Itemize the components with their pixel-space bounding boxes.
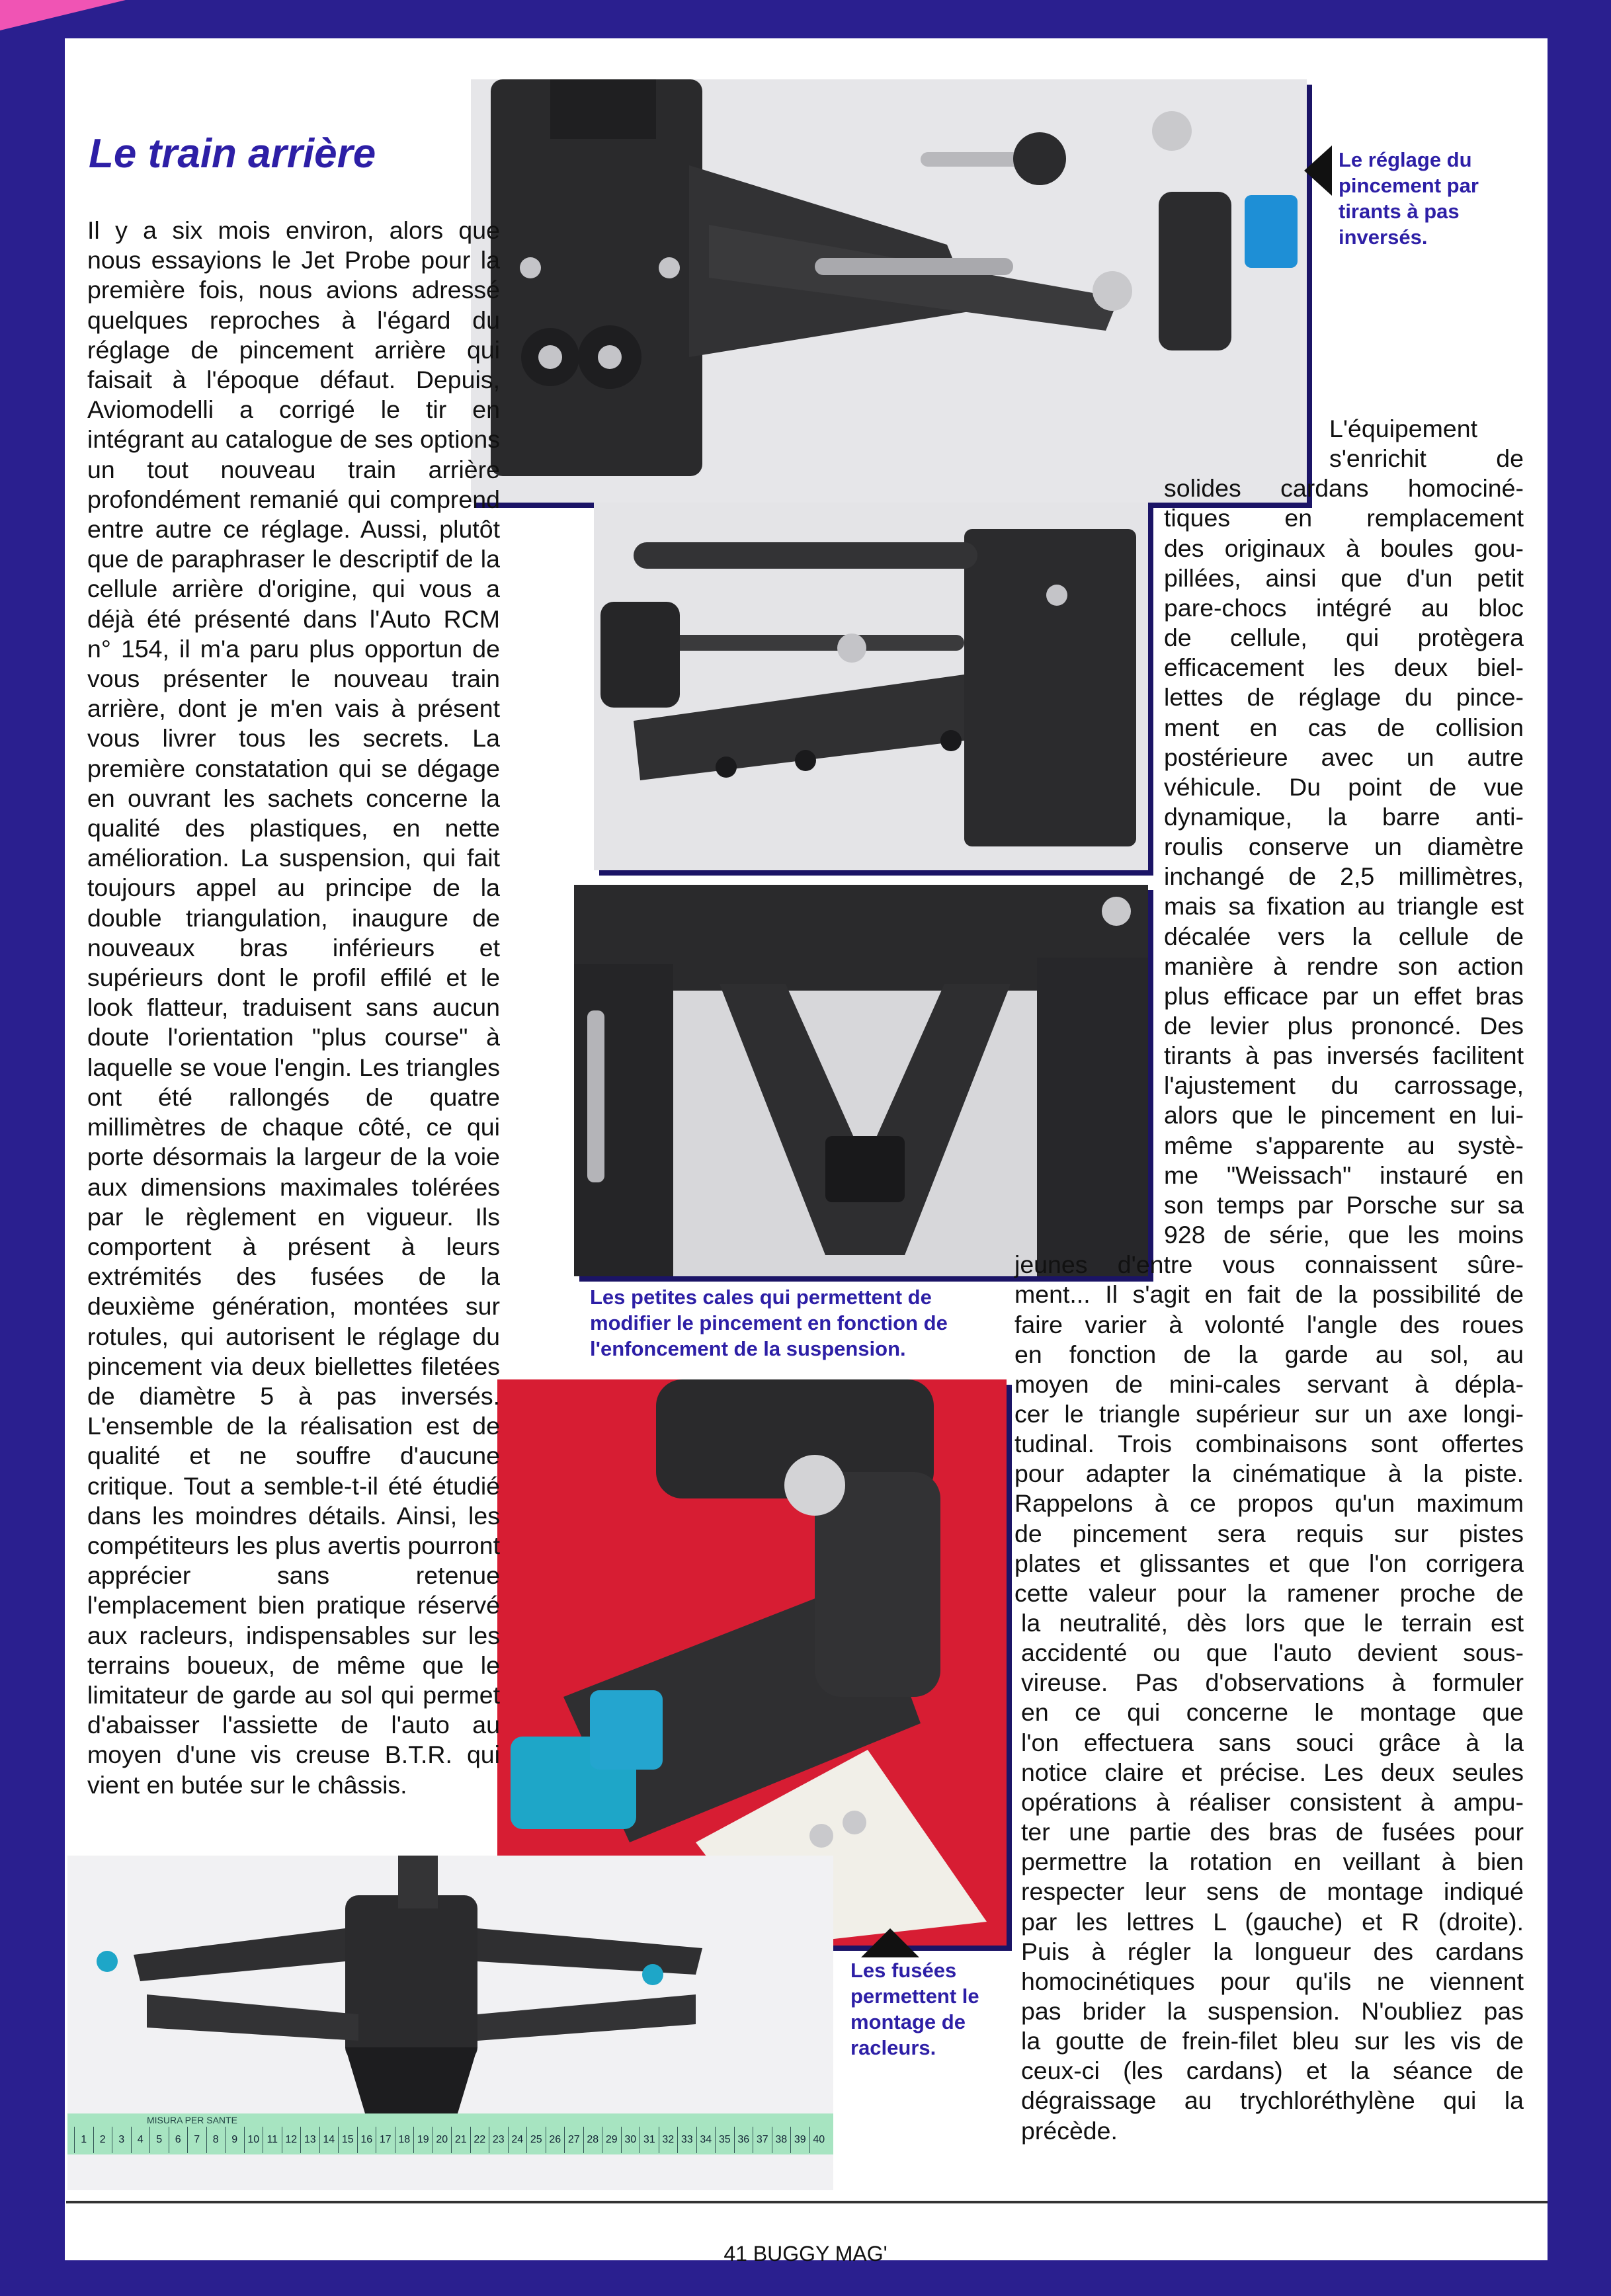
footer-rule [66, 2201, 1548, 2203]
ruler-number: 39 [790, 2127, 809, 2153]
right-column-line: plus efficace par un effet bras [1164, 981, 1524, 1010]
right-column-line: pare-chocs intégré au bloc [1164, 593, 1524, 622]
right-column-line: dynamique, la barre anti- [1164, 802, 1524, 831]
ruler-number: 15 [338, 2127, 357, 2153]
right-column-line: mais sa fixation au triangle est [1164, 892, 1524, 921]
caption-toe-rods: Le réglage du pincement par tirants à pas inversés. [1339, 148, 1479, 249]
right-column-line: solides cardans homociné- [1164, 474, 1524, 503]
right-column-line: en fonction de la garde au sol, au [1014, 1340, 1524, 1368]
ruler-number: 19 [413, 2127, 433, 2153]
ruler-number: 12 [282, 2127, 301, 2153]
right-column-line: de pincement sera requis sur pistes [1014, 1519, 1524, 1547]
photo-toe-rods [471, 79, 1307, 503]
right-column-line: décalée vers la cellule de [1164, 922, 1524, 950]
ruler-number: 36 [734, 2127, 753, 2153]
caption-shims: Les petites cales qui permettent de modifier le pincement en fonction de l'enfoncement de la suspension. [590, 1286, 948, 1360]
ruler-number: 6 [169, 2127, 188, 2153]
ruler-number: 10 [244, 2127, 263, 2153]
ruler-number: 11 [263, 2127, 282, 2153]
right-column-line: opérations à réaliser consistent à ampu- [1021, 1787, 1524, 1816]
right-column-line: tudinal. Trois combinaisons sont offertes [1014, 1430, 1524, 1458]
right-column-line: l'ajustement du carrossage, [1164, 1071, 1524, 1100]
right-column-line: de levier plus prononcé. Des [1164, 1012, 1524, 1040]
ruler-scale [74, 2127, 828, 2153]
right-column-line: précède. [1021, 2116, 1118, 2145]
right-column-line: vireuse. Pas d'observations à formuler [1021, 1668, 1524, 1697]
ruler-number: 5 [149, 2127, 169, 2153]
right-column-line: dégraissage au trychloréthylène qui la [1021, 2086, 1524, 2115]
ruler [67, 2113, 833, 2154]
right-column-line: ment en cas de collision [1164, 713, 1524, 741]
ruler-number: 13 [300, 2127, 319, 2153]
right-column-line: alors que le pincement en lui- [1164, 1101, 1524, 1129]
right-column-line: jeunes d'entre vous connaissent sûre- [1014, 1250, 1524, 1279]
corner-accent [0, 0, 126, 30]
photo-rear-assembly [67, 1856, 833, 2190]
right-column-line: son temps par Porsche sur sa [1164, 1190, 1524, 1219]
right-column-line: plates et glissantes et que l'on corrigera [1014, 1549, 1524, 1577]
right-column-line: me "Weissach" instauré en [1164, 1161, 1524, 1189]
ruler-number: 27 [564, 2127, 583, 2153]
right-column-line: s'enrichit de [1329, 444, 1524, 473]
ruler-number: 17 [376, 2127, 395, 2153]
ruler-number: 32 [659, 2127, 678, 2153]
right-column-line: cette valeur pour la ramener proche de [1014, 1578, 1524, 1607]
right-column-line: la goutte de frein-filet bleu sur les vis de [1021, 2027, 1524, 2055]
right-column-line: ter une partie des bras de fusées pour [1021, 1818, 1524, 1846]
right-column-line: manière à rendre son action [1164, 952, 1524, 980]
ruler-number: 23 [489, 2127, 508, 2153]
ruler-number: 7 [187, 2127, 206, 2153]
ruler-number: 40 [809, 2127, 829, 2153]
right-column-line: ceux-ci (les cardans) et la séance de [1021, 2057, 1524, 2085]
ruler-number: 22 [470, 2127, 489, 2153]
ruler-number: 8 [206, 2127, 226, 2153]
right-column-line: faire varier à volonté l'angle des roues [1014, 1310, 1524, 1338]
page-folio: 41 BUGGY MAG' [723, 2242, 888, 2266]
right-column-line: de cellule, qui protègera [1164, 624, 1524, 652]
ruler-number: 38 [772, 2127, 791, 2153]
caption-hubs: Les fusées permettent le montage de racleurs. [850, 1959, 979, 2059]
ruler-number: 9 [225, 2127, 244, 2153]
right-column-line: par les lettres L (gauche) et R (droite). [1021, 1907, 1524, 1936]
right-column-line: inchangé de 2,5 millimètres, [1164, 862, 1524, 891]
right-column-line: tiques en remplacement [1164, 504, 1524, 532]
right-column-line: Rappelons à ce propos qu'un maximum [1014, 1489, 1524, 1518]
article-title: Le train arrière [89, 131, 376, 177]
right-column-line: véhicule. Du point de vue [1164, 772, 1524, 801]
right-column-line: même s'apparente au systè- [1164, 1131, 1524, 1159]
ruler-number: 34 [696, 2127, 716, 2153]
right-column-line: 928 de série, que les moins [1164, 1221, 1524, 1249]
photo-rear-arm [594, 503, 1148, 870]
ruler-number: 26 [546, 2127, 565, 2153]
right-column-line: pillées, ainsi que d'un petit [1164, 563, 1524, 592]
right-column-line: accidenté ou que l'auto devient sous- [1021, 1639, 1524, 1667]
ruler-number: 3 [112, 2127, 131, 2153]
right-column-line: cer le triangle supérieur sur un axe longi- [1014, 1399, 1524, 1428]
right-column-line: lettes de réglage du pince- [1164, 683, 1524, 712]
ruler-number: 2 [93, 2127, 112, 2153]
ruler-number: 1 [74, 2127, 93, 2153]
ruler-number: 25 [526, 2127, 546, 2153]
right-column-line: pas brider la suspension. N'oubliez pas [1021, 1996, 1524, 2025]
right-column-line: en ce qui concerne le montage que [1021, 1698, 1524, 1727]
caption-arrow-hubs [861, 1928, 919, 1957]
ruler-number: 37 [753, 2127, 772, 2153]
ruler-number: 33 [677, 2127, 696, 2153]
right-column-line: respecter leur sens de montage indiqué [1021, 1877, 1524, 1906]
right-column-line: l'on effectuera sans souci grâce à la [1021, 1728, 1524, 1756]
ruler-number: 18 [395, 2127, 414, 2153]
right-column-line: Puis à régler la longueur des cardans [1021, 1937, 1524, 1965]
right-column-line: la neutralité, dès lors que le terrain est [1021, 1609, 1524, 1637]
right-column-line: homocinétiques pour qu'ils ne viennent [1021, 1967, 1524, 1995]
right-column-line: permettre la rotation en veillant à bien [1021, 1848, 1524, 1876]
caption-arrow-toe-rods [1304, 145, 1332, 196]
right-column-line: postérieure avec un autre [1164, 743, 1524, 771]
ruler-number: 24 [508, 2127, 527, 2153]
left-column-text: Il y a six mois environ, alors que nous essayions le Jet Probe pour la première fois, nous avions adressé quelques reproches à l'égard du réglage de pincement arrière qui faisait à l'époque défaut. Depuis, Aviomodelli a corrigé le tir en intégrant au catalogue de ses options un tout nouveau train arrière profondément remanié qui comprend entre autre ce réglage. Aussi, plutôt que de paraphraser le descriptif de la cellule arrière d'origine, qui vous a déjà été présenté dans l'Auto RCM n° 154, il m'a paru plus opportun de vous présenter le nouveau train arrière, dont je m'en vais à présent vous livrer tous les secrets. La première constatation qui se dégage en ouvrant les sachets concerne la qualité des plastiques, en nette amélioration. La suspension, qui fait toujours appel au principe de la double triangulation, inaugure de nouveaux bras inférieurs et supérieurs dont le profil effilé et le look flatteur, traduisent sans aucun doute l'orientation "plus course" à laquelle se voue l'engin. Les triangles ont été rallongés de quatre millimètres de chaque côté, ce qui porte désormais la largeur de la voie aux dimensions maximales tolérées par le règlement en vigueur. Ils comportent à présent à leurs extrémités des fusées de la deuxième génération, montées sur rotules, qui autorisent le réglage du pincement via deux biellettes filetées de diamètre 5 à pas inversés. L'ensemble de la réalisation est de qualité et ne souffre d'aucune critique. Tout a semble-t-il été étudié dans les moindres détails. Ainsi, les compétiteurs les plus avertis pourront apprécier sans retenue l'emplacement bien pratique réservé aux racleurs, indispensables sur les terrains boueux, de même que le limitateur de garde au sol qui permet d'abaisser l'assiette de l'auto au moyen d'une vis creuse B.T.R. qui vient en butée sur le châssis. [87, 216, 500, 1799]
right-column-line: roulis conserve un diamètre [1164, 833, 1524, 861]
ruler-number: 35 [715, 2127, 734, 2153]
right-column-line: notice claire et précise. Les deux seules [1021, 1758, 1524, 1786]
right-column-line: tirants à pas inversés facilitent [1164, 1042, 1524, 1070]
ruler-number: 16 [357, 2127, 376, 2153]
ruler-number: 20 [433, 2127, 452, 2153]
ruler-number: 29 [602, 2127, 621, 2153]
ruler-number: 28 [583, 2127, 602, 2153]
right-column-line: ment... Il s'agit en fait de la possibilité de [1014, 1280, 1524, 1309]
right-column-line: L'équipement [1329, 415, 1477, 442]
ruler-number: 14 [319, 2127, 339, 2153]
right-column-line: moyen de mini-cales servant à dépla- [1014, 1370, 1524, 1398]
right-column-line: efficacement les deux biel- [1164, 653, 1524, 682]
right-column-line: des originaux à boules gou- [1164, 534, 1524, 562]
ruler-number: 4 [131, 2127, 150, 2153]
ruler-number: 21 [451, 2127, 470, 2153]
photo-shims [574, 885, 1148, 1276]
ruler-label: MISURA PER SANTE [147, 2115, 237, 2125]
ruler-number: 31 [640, 2127, 659, 2153]
ruler-number: 30 [621, 2127, 640, 2153]
right-column-line: pour adapter la cinématique à la piste. [1014, 1459, 1524, 1488]
